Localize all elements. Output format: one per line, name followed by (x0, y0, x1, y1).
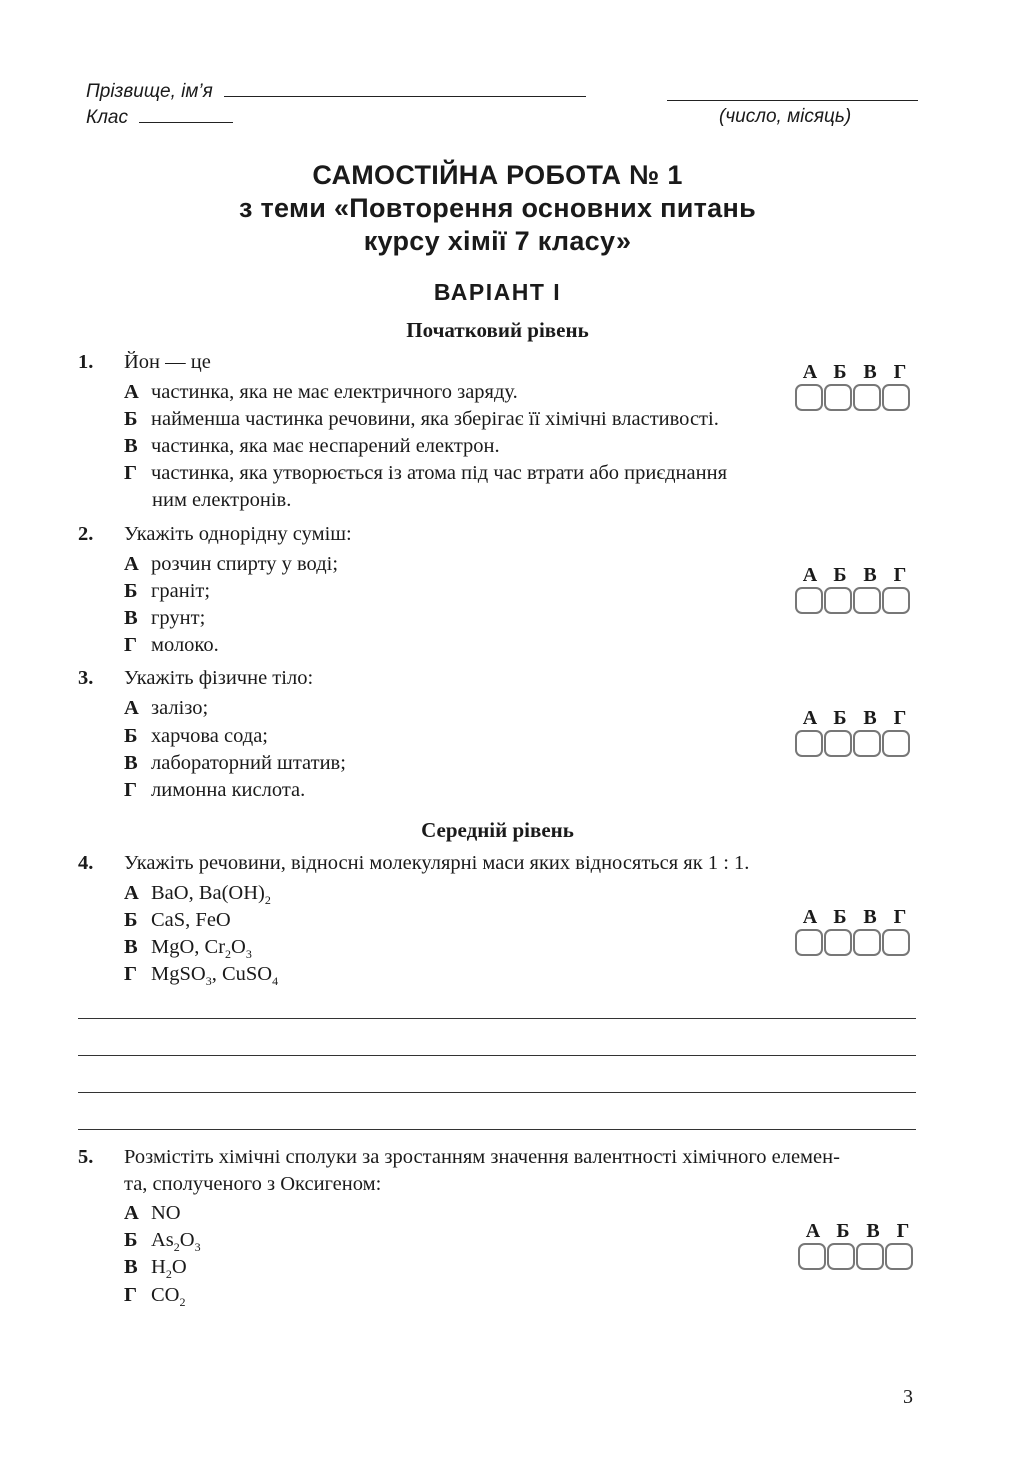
answer-letter: А (802, 564, 818, 586)
answer-box[interactable] (824, 929, 852, 956)
answer-box[interactable] (882, 929, 910, 956)
name-row (86, 80, 586, 103)
answer-letter: Г (896, 1220, 910, 1242)
option-a: А частинка, яка не має електричного заряду. (124, 381, 518, 403)
question-text: Укажіть однорідну суміш: (124, 523, 352, 545)
answer-letter: Г (893, 906, 907, 928)
option-d: Г MgSO$_3$, CuSO$_4$ (124, 963, 279, 988)
class-row (86, 106, 233, 129)
answer-box[interactable] (795, 929, 823, 956)
page-number: 3 (903, 1386, 913, 1408)
option-a: А розчин спирту у воді; (124, 553, 339, 575)
answer-letter: А (802, 707, 818, 729)
class-field[interactable] (139, 106, 233, 123)
option-c: В $H_2O$ (124, 1256, 187, 1281)
option-d: Г молоко. (124, 634, 219, 656)
option-d-continuation: ним електронів. (152, 489, 292, 511)
answer-box[interactable] (795, 730, 823, 757)
answer-box[interactable] (853, 730, 881, 757)
level-middle: Середній рівень (421, 818, 574, 842)
writing-line[interactable] (78, 1055, 916, 1056)
question-number: 3. (78, 667, 94, 689)
answer-letter: А (805, 1220, 821, 1242)
option-b: Б найменша частинка речовини, яка зберігає її хімічні властивості. (124, 408, 719, 430)
variant-heading: ВАРІАНТ I (433, 279, 562, 305)
answer-letter: Г (893, 564, 907, 586)
level-initial: Початковий рівень (406, 318, 589, 342)
page-title (0, 159, 995, 258)
answer-letter: Б (836, 1220, 850, 1242)
option-b: Б харчова сода; (124, 725, 268, 747)
answer-grid (795, 564, 919, 614)
answer-letter: В (866, 1220, 880, 1242)
answer-box[interactable] (795, 384, 823, 411)
name-field[interactable] (224, 80, 586, 97)
class-label: Клас (86, 107, 128, 128)
answer-box[interactable] (882, 587, 910, 614)
option-b: Б $As_2O_3$ (124, 1229, 201, 1254)
answer-grid (798, 1220, 922, 1270)
answer-box[interactable] (882, 384, 910, 411)
answer-box[interactable] (824, 587, 852, 614)
question-text: Укажіть фізичне тіло: (124, 667, 314, 689)
answer-letter: Б (833, 361, 847, 383)
question-number: 1. (78, 351, 94, 373)
date-label: (число, місяць) (719, 106, 852, 127)
answer-letter: А (802, 361, 818, 383)
option-a: А NO (124, 1202, 181, 1224)
question-text: Розмістіть хімічні сполуки за зростанням значення валентності хімічного елемен- (124, 1146, 840, 1168)
option-c: В лабораторний штатив; (124, 752, 346, 774)
answer-grid (795, 906, 919, 956)
question-text: Укажіть речовини, відносні молекулярні маси яких відносяться як 1 : 1. (124, 852, 750, 874)
answer-letter: А (802, 906, 818, 928)
writing-line[interactable] (78, 1129, 916, 1130)
question-number: 5. (78, 1146, 94, 1168)
option-b: Б CaS, FeO (124, 909, 231, 931)
option-c: В MgO, $Cr_2O_3$ (124, 936, 252, 961)
answer-letter: Б (833, 707, 847, 729)
option-a: А BaO, $Ba(OH)_2$ (124, 882, 271, 907)
answer-letter: Б (833, 906, 847, 928)
question-number: 2. (78, 523, 94, 545)
title-line-3: курсу хімії 7 класу» (363, 226, 632, 256)
answer-box[interactable] (882, 730, 910, 757)
question-text-continued: та, сполученого з Оксигеном: (124, 1173, 382, 1195)
question-text: Йон — це (124, 351, 211, 373)
answer-box[interactable] (824, 384, 852, 411)
option-d: Г $CO_2$ (124, 1284, 186, 1309)
answer-letter: Г (893, 707, 907, 729)
answer-box[interactable] (856, 1243, 884, 1270)
title-line-2: з теми «Повторення основних питань (238, 193, 756, 223)
answer-box[interactable] (853, 929, 881, 956)
answer-box[interactable] (885, 1243, 913, 1270)
question-number: 4. (78, 852, 94, 874)
option-d: Г лимонна кислота. (124, 779, 306, 801)
writing-line[interactable] (78, 1018, 916, 1019)
date-field[interactable] (667, 84, 918, 101)
answer-box[interactable] (853, 587, 881, 614)
answer-letter: В (863, 564, 877, 586)
answer-grid (795, 361, 919, 411)
name-label: Прізвище, ім’я (86, 81, 213, 102)
option-c: В частинка, яка має неспарений електрон. (124, 435, 500, 457)
option-c: В грунт; (124, 607, 206, 629)
answer-letter: В (863, 707, 877, 729)
writing-line[interactable] (78, 1092, 916, 1093)
answer-box[interactable] (824, 730, 852, 757)
option-d: Г частинка, яка утворюється із атома під час втрати або приєднання (124, 462, 727, 484)
answer-letter: В (863, 906, 877, 928)
title-line-1: САМОСТІЙНА РОБОТА № 1 (312, 160, 683, 190)
option-b: Б граніт; (124, 580, 211, 602)
answer-grid (795, 707, 919, 757)
answer-letter: Г (893, 361, 907, 383)
answer-box[interactable] (827, 1243, 855, 1270)
answer-box[interactable] (798, 1243, 826, 1270)
answer-box[interactable] (795, 587, 823, 614)
option-a: А залізо; (124, 697, 209, 719)
answer-letter: В (863, 361, 877, 383)
answer-letter: Б (833, 564, 847, 586)
answer-box[interactable] (853, 384, 881, 411)
